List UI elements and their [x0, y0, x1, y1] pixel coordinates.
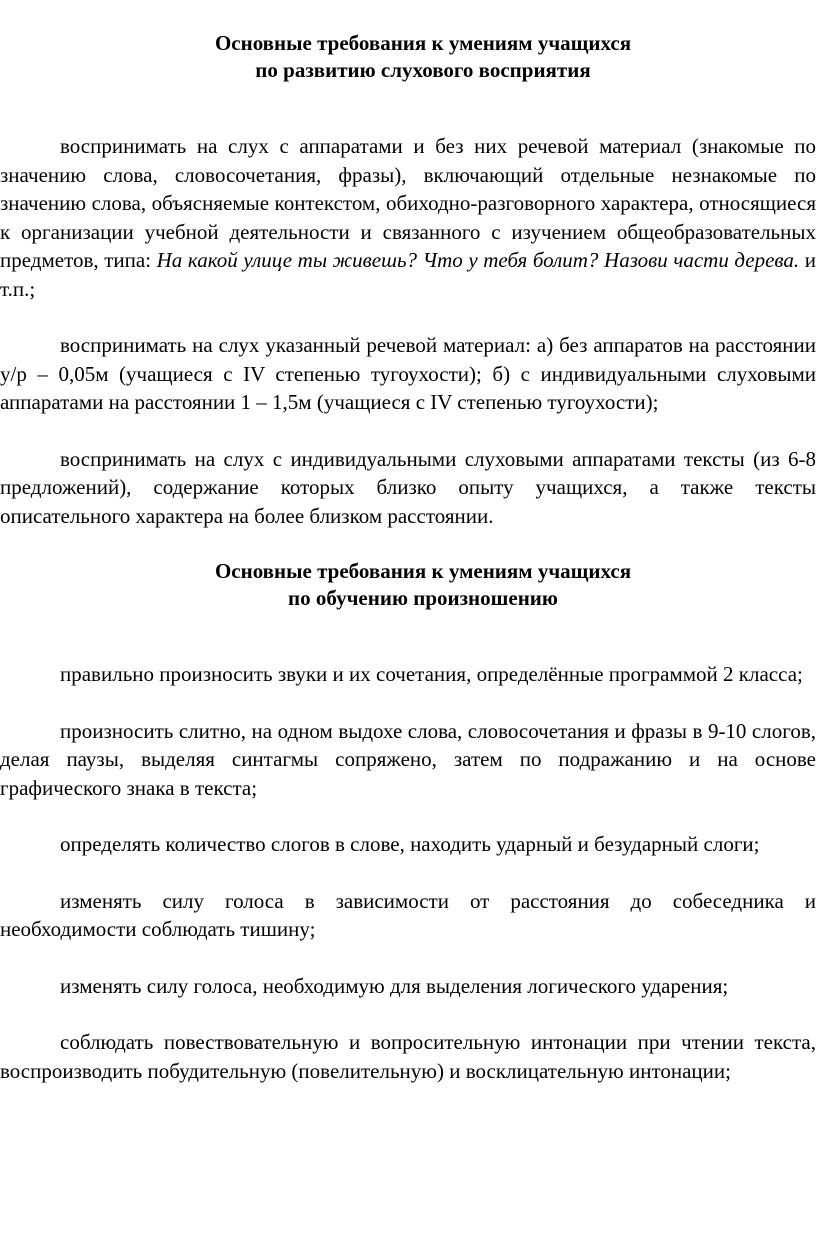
section-1-paragraph-1	[0, 132, 816, 303]
paragraph-text: воспринимать на слух с аппаратами и без них речевой материал (знакомые по значению слова, словосочетания, фразы), включающий отдельные незнакомые по значению слова, объясняемые контекстом, обиходно-разговорного характера, относящиеся к организации учебной деятельности и связанного с изучением общеобразовательных предметов, типа:	[0, 134, 816, 272]
section-2-paragraph-6: соблюдать повествовательную и вопросительную интонации при чтении текста, воспроизводить побудительную (повелительную) и восклицательную интонации;	[0, 1030, 816, 1083]
section-1-title-line-1: Основные требования к умениям учащихся	[214, 31, 632, 55]
section-1-heading	[30, 30, 816, 84]
section-2-paragraph-2: произносить слитно, на одном выдохе слова, словосочетания и фразы в 9-10 слогов, делая паузы, выделяя синтагмы сопряжено, затем по подражанию и на основе графического знака в текста;	[0, 718, 816, 800]
section-1-title-line-2: по развитию слухового восприятия	[255, 58, 591, 82]
document-content	[0, 30, 816, 1085]
section-2-title-line-1: Основные требования к умениям учащихся	[214, 559, 632, 583]
section-2-paragraph-4: изменять силу голоса в зависимости от расстояния до собеседника и необходимости соблюдать тишину;	[0, 888, 816, 941]
section-1-paragraph-3: воспринимать на слух с индивидуальными слуховыми аппаратами тексты (из 6-8 предложений), содержание которых близко опыту учащихся, а также тексты описательного характера на более близком расстоянии.	[0, 446, 816, 528]
example-questions-italic: На какой улице ты живешь? Что у тебя болит? Назови части дерева.	[156, 248, 800, 272]
section-2-paragraph-3: определять количество слогов в слове, находить ударный и безударный слоги;	[60, 832, 760, 856]
section-2-paragraph-1: правильно произносить звуки и их сочетания, определённые программой 2 класса;	[60, 662, 803, 686]
section-2-heading	[30, 558, 816, 612]
section-2-paragraph-5: изменять силу голоса, необходимую для выделения логического ударения;	[60, 973, 729, 998]
paragraph-tail: и т.п.;	[0, 248, 816, 301]
section-2-title-line-2: по обучению произношению	[288, 586, 558, 610]
section-1-paragraph-2: воспринимать на слух указанный речевой материал: а) без аппаратов на расстоянии у/р – 0,05м (учащиеся с IV степенью тугоухости); б) с индивидуальными слуховыми аппаратами на расстоянии 1 – 1,5м (учащиеся с IV степенью тугоухости);	[0, 333, 816, 414]
